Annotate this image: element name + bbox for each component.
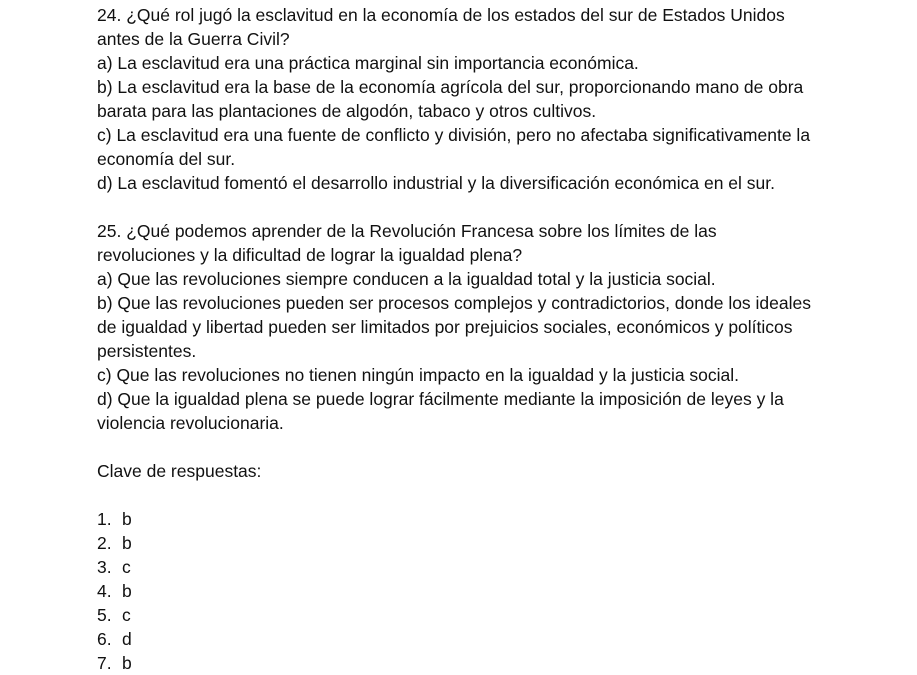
option-b: barata para las plantaciones de algodón, tabaco y otros cultivos. [97,101,597,121]
answer-letter: b [122,509,132,529]
option-d: violencia revolucionaria. [97,413,284,433]
spacer [97,435,857,459]
answer-item [97,507,857,531]
answer-item [97,579,857,603]
answer-letter: d [122,629,132,649]
answer-number: 2. [97,533,112,553]
option-b: b) Que las revoluciones pueden ser procesos complejos y contradictorios, donde los ideales [97,293,812,313]
spacer [97,195,857,219]
answer-number: 3. [97,557,112,577]
option-b: b) La esclavitud era la base de la economía agrícola del sur, proporcionando mano de obra [97,77,804,97]
question-24 [97,3,857,195]
option-d: d) Que la igualdad plena se puede lograr fácilmente mediante la imposición de leyes y la [97,389,784,409]
answer-item [97,531,857,555]
answer-letter: b [122,533,132,553]
answer-item [97,627,857,651]
spacer [97,483,857,507]
answer-key [97,459,857,675]
option-d: d) La esclavitud fomentó el desarrollo industrial y la diversificación económica en el sur. [97,173,775,193]
question-stem: revoluciones y la dificultad de lograr la igualdad plena? [97,245,523,265]
option-a: a) Que las revoluciones siempre conducen a la igualdad total y la justicia social. [97,269,716,289]
answer-item [97,603,857,627]
answer-number: 6. [97,629,112,649]
option-c: c) Que las revoluciones no tienen ningún impacto en la igualdad y la justicia social. [97,365,740,385]
answer-number: 1. [97,509,112,529]
answer-item [97,555,857,579]
answer-letter: b [122,653,132,673]
answer-letter: c [122,605,131,625]
answer-key-heading: Clave de respuestas: [97,461,262,481]
option-c: c) La esclavitud era una fuente de conflicto y división, pero no afectaba significativamente la [97,125,811,145]
question-stem: 25. ¿Qué podemos aprender de la Revolución Francesa sobre los límites de las [97,221,717,241]
answer-number: 7. [97,653,112,673]
question-stem: 24. ¿Qué rol jugó la esclavitud en la economía de los estados del sur de Estados Unidos [97,5,785,25]
answer-letter: c [122,557,131,577]
question-stem: antes de la Guerra Civil? [97,29,290,49]
answer-number: 4. [97,581,112,601]
option-b: persistentes. [97,341,197,361]
answer-list [97,507,857,675]
document-page [97,3,857,675]
answer-letter: b [122,581,132,601]
option-b: de igualdad y libertad pueden ser limitados por prejuicios sociales, económicos y políticos [97,317,793,337]
option-a: a) La esclavitud era una práctica marginal sin importancia económica. [97,53,639,73]
option-c: economía del sur. [97,149,236,169]
answer-item [97,651,857,675]
answer-number: 5. [97,605,112,625]
question-25 [97,219,857,435]
